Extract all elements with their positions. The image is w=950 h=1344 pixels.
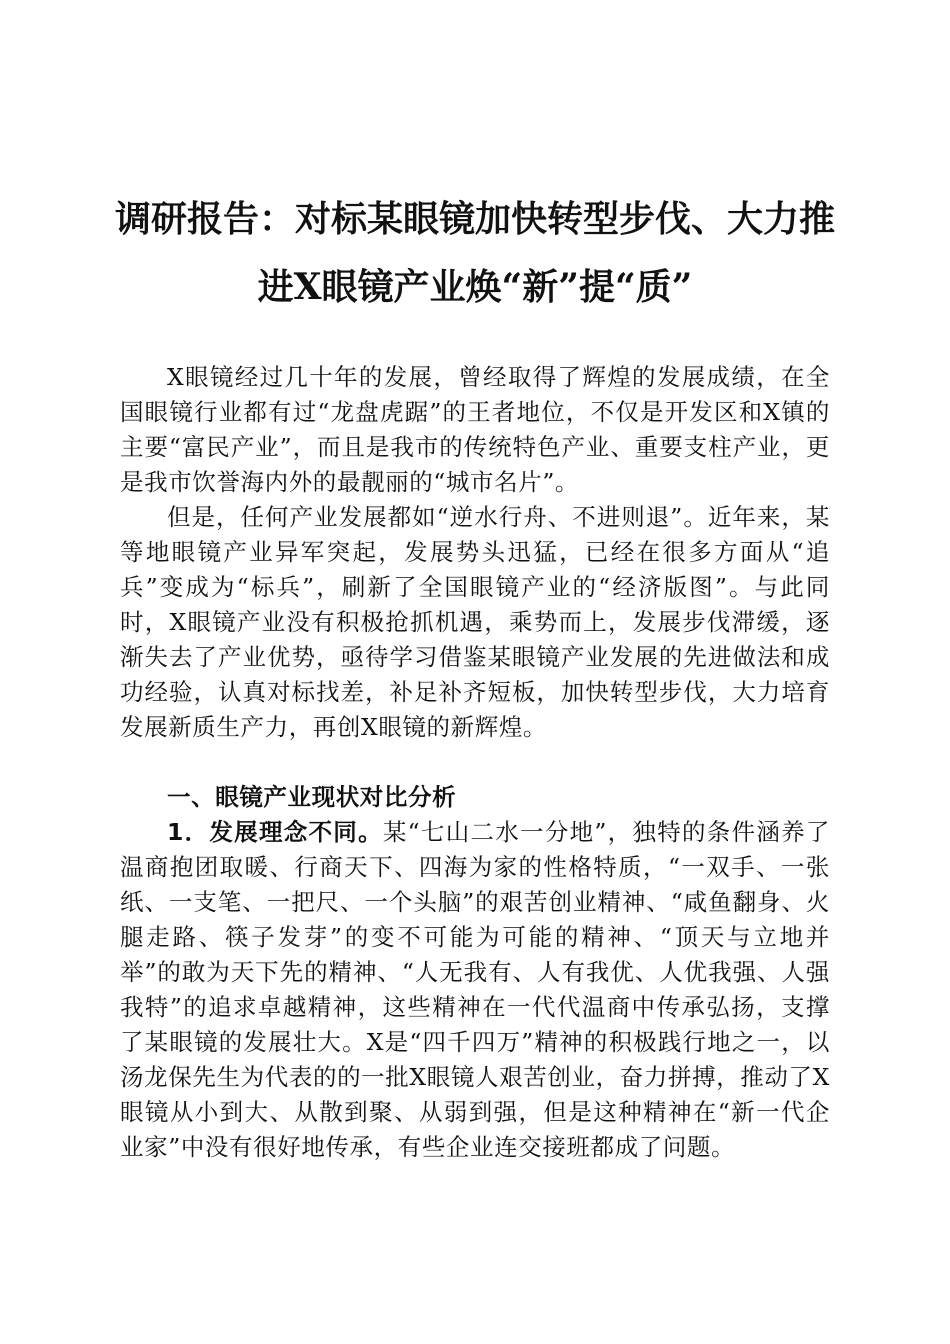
document-title-line-1: 调研报告：对标某眼镜加快转型步伐、大力推 [114,198,835,240]
document-title-line-2: 进X眼镜产业焕“新”提“质” [257,266,693,308]
paragraph-subsection-1 [120,815,830,1165]
subsection-1-body: 某“七山二水一分地”，独特的条件涵养了温商抱团取暖、行商天下、四海为家的性格特质，“一双手、一张纸、一支笔、一把尺、一个头脑”的艰苦创业精神、“咸鱼翻身、火腿走路、筷子发芽”的变不可能为可能的精神、“顶天与立地并举”的敢为天下先的精神、“人无我有、人有我优、人优我强、人强我特”的追求卓越精神，这些精神在一代代温商中传承弘扬，支撑了某眼镜的发展壮大。X是“四千四万”精神的积极践行地之一，以汤龙保先生为代表的的一批X眼镜人艰苦创业，奋力拼搏，推动了X眼镜从小到大、从散到聚、从弱到强，但是这种精神在“新一代企业家”中没有很好地传承，有些企业连交接班都成了问题。 [120,818,830,1161]
subsection-1-lead: 1．发展理念不同。 [167,818,383,846]
paragraph-intro: X眼镜经过几十年的发展，曾经取得了辉煌的发展成绩，在全国眼镜行业都有过“龙盘虎踞”的王者地位，不仅是开发区和X镇的主要“富民产业”，而且是我市的传统特色产业、重要支柱产业，更是我市饮誉海内外的最靓丽的“城市名片”。 [120,363,830,496]
paragraph-background: 但是，任何产业发展都如“逆水行舟、不进则退”。近年来，某等地眼镜产业异军突起，发展势头迅猛，已经在很多方面从“追兵”变成为“标兵”，刷新了全国眼镜产业的“经济版图”。与此同时，X眼镜产业没有积极抢抓机遇，乘势而上，发展步伐滞缓，逐渐失去了产业优势，亟待学习借鉴某眼镜产业发展的先进做法和成功经验，认真对标找差，补足补齐短板，加快转型步伐，大力培育发展新质生产力，再创X眼镜的新辉煌。 [120,503,830,741]
section-heading-1: 一、眼镜产业现状对比分析 [167,783,457,811]
